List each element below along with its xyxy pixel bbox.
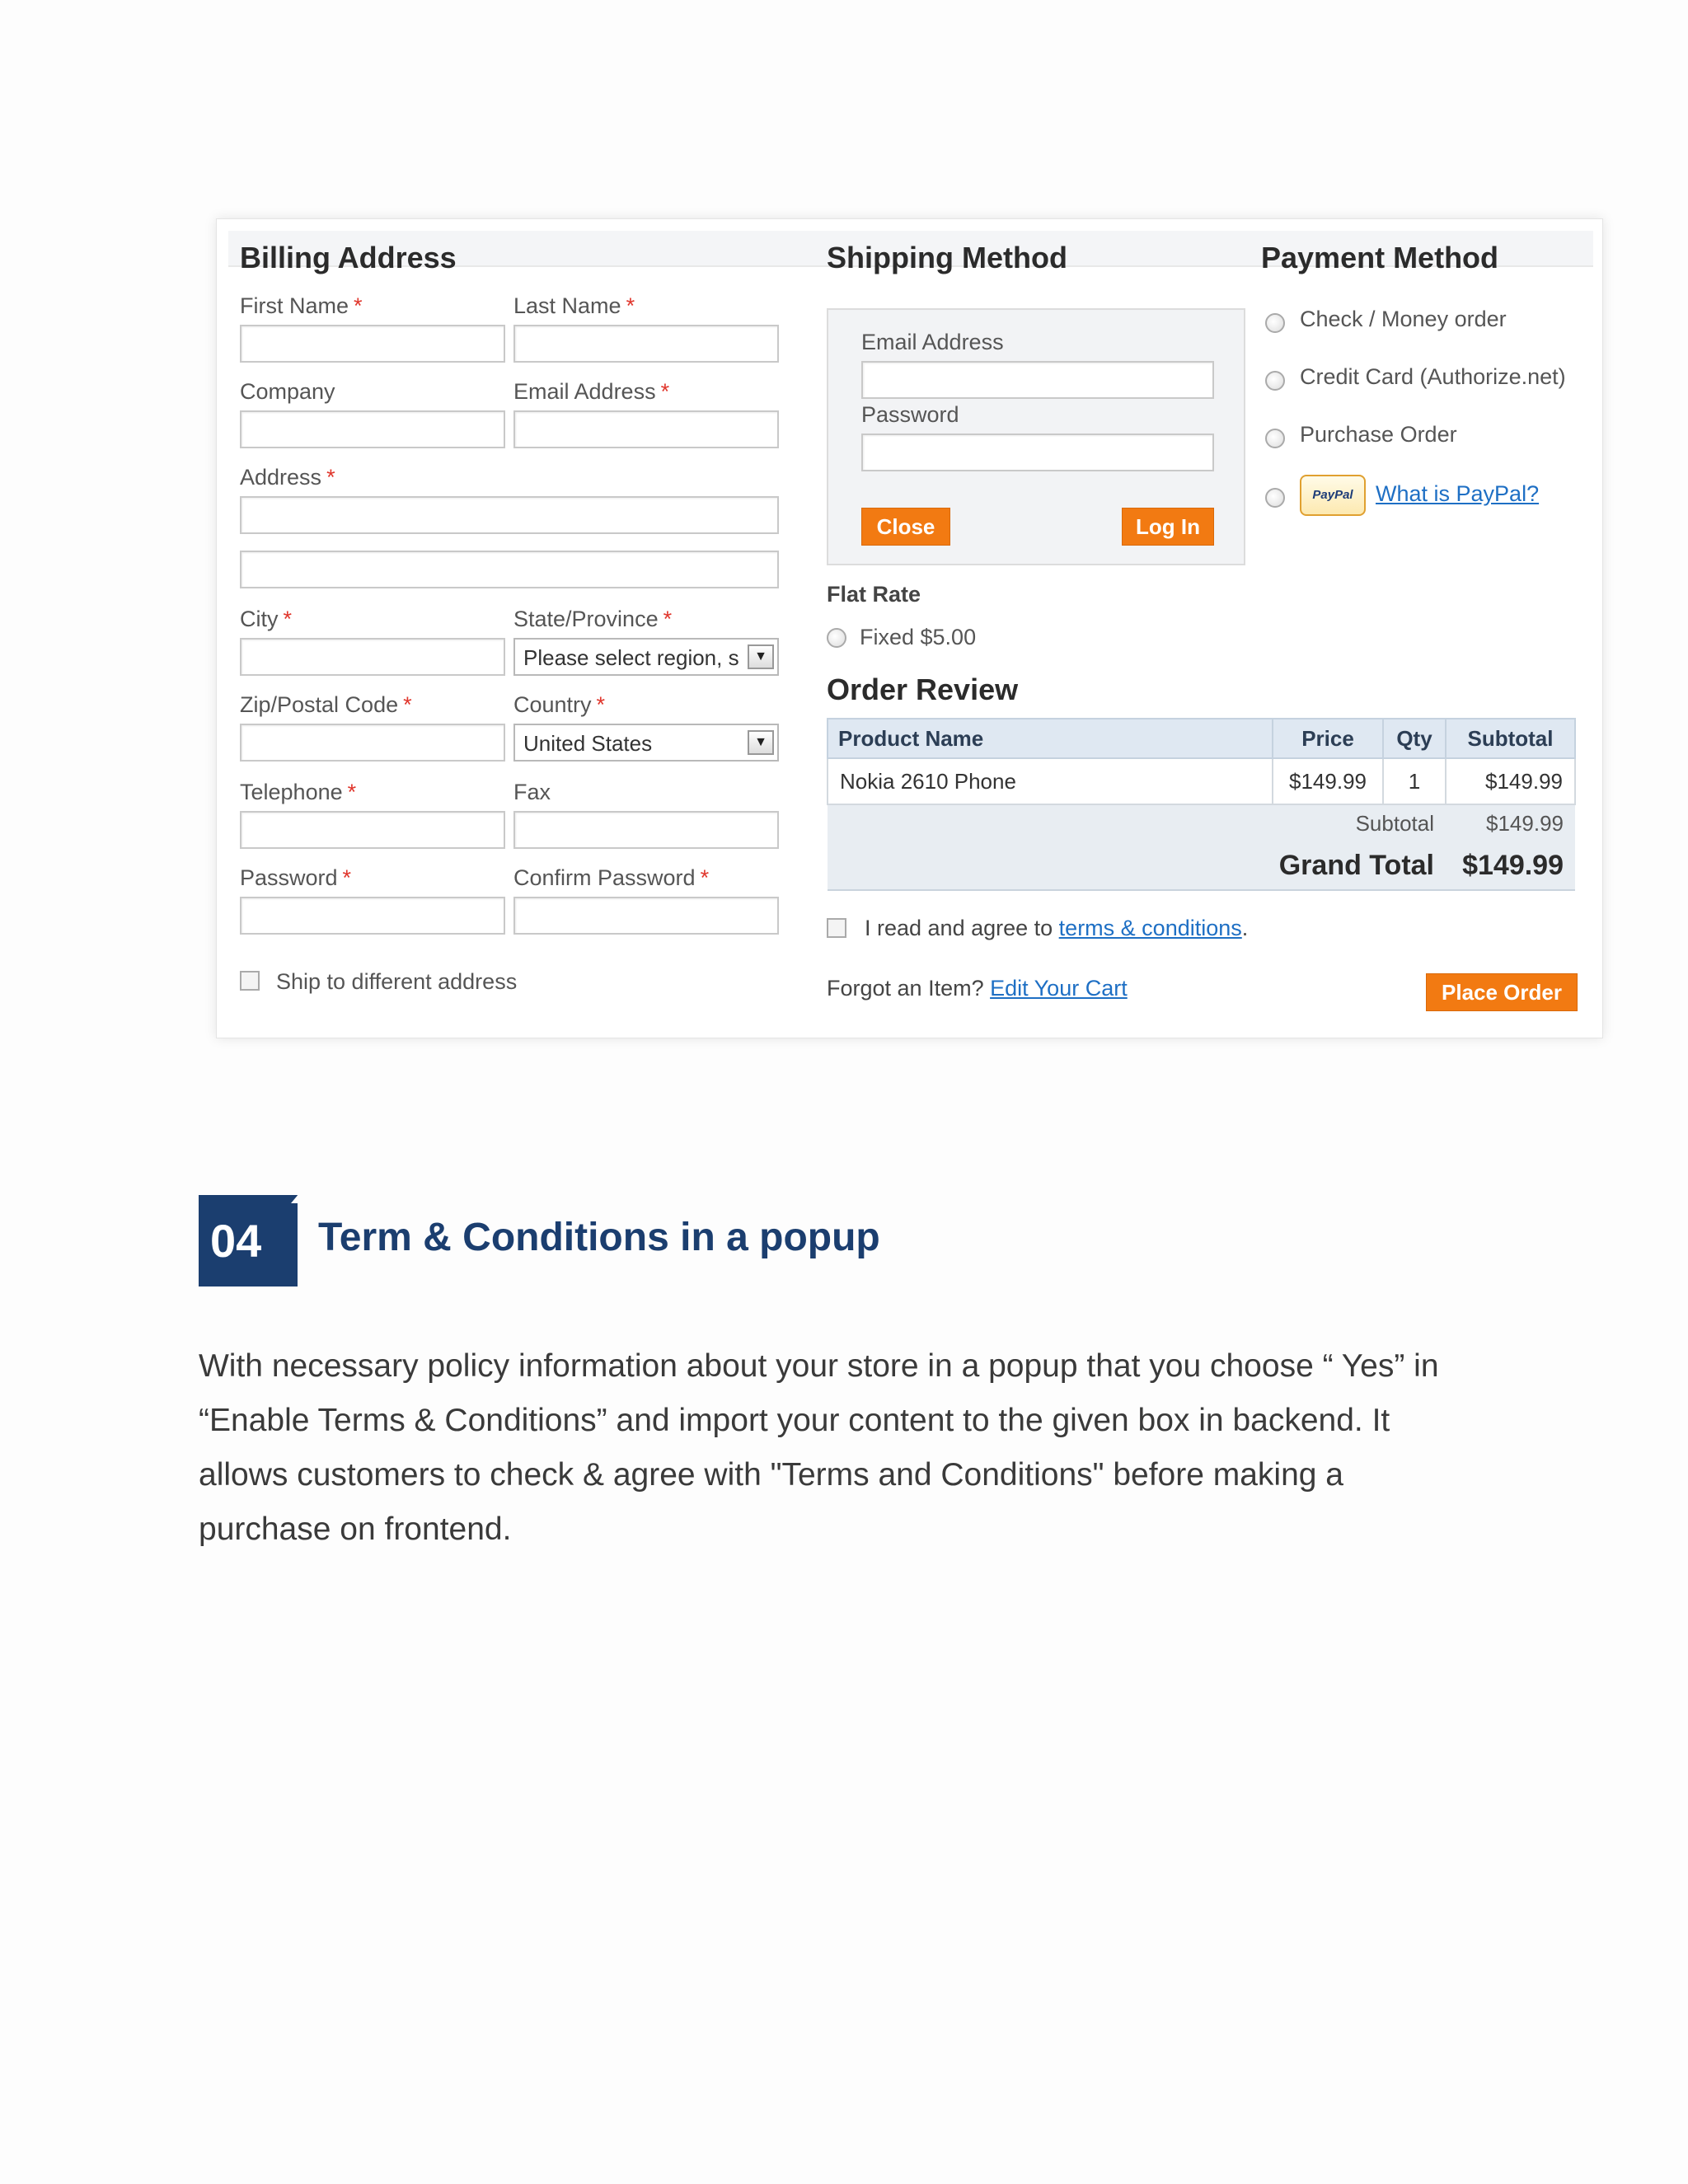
last-name-input[interactable] [513, 325, 779, 363]
city-label: City * [240, 607, 293, 631]
zip-label: Zip/Postal Code * [240, 692, 412, 717]
what-is-paypal-link[interactable]: What is PayPal? [1376, 481, 1540, 506]
telephone-input[interactable] [240, 811, 505, 849]
section-body-text [199, 1339, 1501, 1557]
order-review-title: Order Review [827, 673, 1019, 706]
email-label: Email Address * [513, 379, 670, 404]
credit-card-label: Credit Card (Authorize.net) [1300, 364, 1566, 389]
email-input[interactable] [513, 410, 779, 448]
terms-link[interactable]: terms & conditions [1058, 916, 1242, 940]
last-name-label: Last Name * [513, 293, 635, 318]
first-name-input[interactable] [240, 325, 505, 363]
price-cell: $149.99 [1273, 758, 1383, 804]
forgot-item-text: Forgot an Item? Edit Your Cart [827, 976, 1128, 1001]
fixed-rate-radio[interactable] [827, 628, 846, 648]
subtotal-label: Subtotal [828, 804, 1446, 842]
edit-cart-link[interactable]: Edit Your Cart [990, 976, 1128, 1001]
city-input[interactable] [240, 638, 505, 676]
address-line1-input[interactable] [240, 496, 779, 534]
section-number-badge: 04 [199, 1195, 298, 1286]
check-money-label: Check / Money order [1300, 307, 1507, 331]
place-order-button[interactable]: Place Order [1426, 973, 1578, 1011]
ship-different-checkbox[interactable] [240, 971, 260, 991]
login-button[interactable]: Log In [1122, 508, 1214, 546]
paypal-logo: PayPal [1300, 475, 1366, 516]
shipping-title: Shipping Method [827, 241, 1067, 274]
column-header: Qty [1383, 719, 1446, 758]
login-password-label: Password [861, 402, 959, 427]
body-line: allows customers to check & agree with "Terms and Conditions" before making a [199, 1457, 1343, 1493]
table-row [828, 758, 1575, 804]
purchase-order-radio[interactable] [1265, 429, 1285, 448]
login-password-input[interactable] [861, 434, 1214, 471]
product-name-cell: Nokia 2610 Phone [828, 758, 1273, 804]
address-line2-input[interactable] [240, 551, 779, 588]
checkout-screenshot [216, 218, 1603, 1038]
password-input[interactable] [240, 897, 505, 935]
agree-terms-checkbox[interactable] [827, 918, 846, 938]
company-label: Company [240, 379, 335, 404]
login-email-label: Email Address [861, 330, 1004, 354]
fax-input[interactable] [513, 811, 779, 849]
credit-card-radio[interactable] [1265, 371, 1285, 391]
telephone-label: Telephone * [240, 780, 357, 804]
country-select[interactable] [513, 724, 779, 762]
section-heading: Term & Conditions in a popup [318, 1216, 880, 1259]
login-email-input[interactable] [861, 361, 1214, 399]
grand-total-value: $149.99 [1446, 842, 1575, 890]
grand-total-label: Grand Total [828, 842, 1446, 890]
zip-input[interactable] [240, 724, 505, 762]
purchase-order-label: Purchase Order [1300, 422, 1457, 447]
column-header: Product Name [828, 719, 1273, 758]
address-label: Address * [240, 465, 335, 490]
state-select[interactable] [513, 638, 779, 676]
flat-rate-label: Flat Rate [827, 582, 921, 607]
check-money-radio[interactable] [1265, 313, 1285, 333]
fixed-rate-label: Fixed $5.00 [860, 625, 977, 649]
chevron-down-icon[interactable]: ▼ [748, 730, 774, 755]
login-box [827, 308, 1245, 565]
close-button[interactable]: Close [861, 508, 950, 546]
subtotal-cell: $149.99 [1446, 758, 1575, 804]
order-table-header [828, 719, 1575, 758]
confirm-password-input[interactable] [513, 897, 779, 935]
first-name-label: First Name * [240, 293, 363, 318]
state-select-value: Please select region, s [523, 645, 739, 670]
paypal-radio[interactable] [1265, 488, 1285, 508]
column-header: Subtotal [1446, 719, 1575, 758]
subtotal-value: $149.99 [1446, 804, 1575, 842]
fax-label: Fax [513, 780, 551, 804]
agree-terms-text: I read and agree to terms & conditions. [865, 916, 1249, 940]
billing-title: Billing Address [240, 241, 457, 274]
company-input[interactable] [240, 410, 505, 448]
confirm-password-label: Confirm Password * [513, 865, 710, 890]
ship-different-label: Ship to different address [276, 969, 518, 994]
country-label: Country * [513, 692, 606, 717]
chevron-down-icon[interactable]: ▼ [748, 644, 774, 669]
state-label: State/Province * [513, 607, 673, 631]
password-label: Password * [240, 865, 352, 890]
grand-total-row [828, 842, 1575, 890]
subtotal-row [828, 804, 1575, 842]
column-header: Price [1273, 719, 1383, 758]
body-line: “Enable Terms & Conditions” and import your content to the given box in backend. It [199, 1403, 1390, 1438]
order-table [827, 718, 1576, 891]
body-line: purchase on frontend. [199, 1511, 512, 1547]
payment-title: Payment Method [1261, 241, 1499, 274]
qty-cell: 1 [1383, 758, 1446, 804]
body-line: With necessary policy information about your store in a popup that you choose “ Yes” in [199, 1348, 1439, 1384]
country-select-value: United States [523, 731, 653, 756]
